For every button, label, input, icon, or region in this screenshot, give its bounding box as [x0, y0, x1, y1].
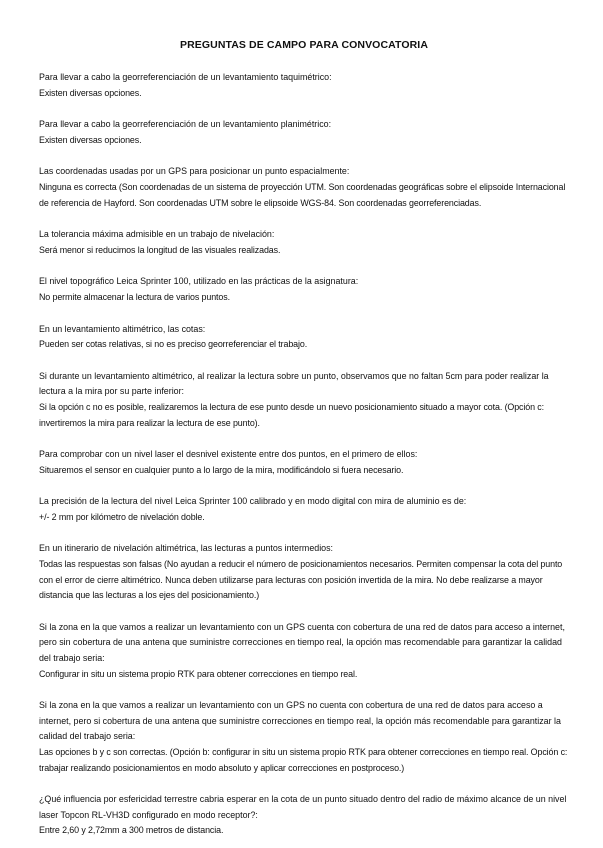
answer-text: No permite almacenar la lectura de varios puntos.: [39, 291, 230, 302]
question-text: Para llevar a cabo la georreferenciación de un levantamiento taquimétrico:: [39, 72, 332, 82]
question-block-2: [39, 117, 569, 148]
answer-text: Ninguna es correcta (Son coordenadas de un sistema de proyección UTM. Son coordenadas geográficas sobre el elipsoide Internacional de referencia de Hayford. Son coordenadas UTM sobre le elipsoide WGS-84. Son coordenadas georreferenciadas.: [39, 181, 566, 208]
question-text: Si la zona en la que vamos a realizar un levantamiento con un GPS no cuenta con cobertura de una red de datos para acceso a internet, pero si cobertura de una antena que suministre correcciones en tiempo real, la opción más recomendable para garantizar la calidad del trabajo seria:: [39, 700, 561, 742]
question-block-9: [39, 494, 569, 525]
question-text: Si la zona en la que vamos a realizar un levantamiento con un GPS cuenta con cobertura de una red de datos para acceso a internet, pero sin cobertura de una antena que suministre correcciones en tiempo real, la opción mas recomendable para garantizar la calidad del trabajo seria:: [39, 621, 565, 664]
answer-text: Todas las respuestas son falsas (No ayudan a reducir el número de posicionamientos necesarios. Permiten compensar la cota del punto con el error de cierre altimétrico. Nunca deben utilizarse para lecturas con posición invertida de la mira. No debe realizarse a mayor distancia que las lecturas a los ejes del posicionamiento.): [39, 559, 563, 601]
question-block-12: [39, 698, 569, 776]
answer-text: Existen diversas opciones.: [39, 134, 142, 145]
question-text: Si durante un levantamiento altimétrico, al realizar la lectura sobre un punto, observamos que no faltan 5cm para poder realizar la lectura a la mira por su parte inferior:: [39, 370, 549, 397]
answer-text: Pueden ser cotas relativas, si no es preciso georreferenciar el trabajo.: [39, 339, 308, 350]
question-text: La precisión de la lectura del nivel Leica Sprinter 100 calibrado y en modo digital con mira de aluminio es de:: [39, 496, 467, 507]
question-text: El nivel topográfico Leica Sprinter 100, utilizado en las prácticas de la asignatura:: [39, 276, 359, 287]
question-text: En un levantamiento altimétrico, las cotas:: [39, 323, 206, 334]
answer-text: Entre 2,60 y 2,72mm a 300 metros de distancia.: [39, 825, 224, 836]
question-block-10: [39, 541, 569, 603]
question-block-7: [39, 369, 569, 431]
question-block-8: [39, 447, 569, 478]
question-text: Para llevar a cabo la georreferenciación de un levantamiento planimétrico:: [39, 119, 332, 130]
question-block-3: [39, 164, 569, 211]
answer-text: Existen diversas opciones.: [39, 87, 142, 98]
question-block-11: [39, 620, 569, 682]
answer-text: Configurar in situ un sistema propio RTK para obtener correcciones en tiempo real.: [39, 668, 358, 679]
answer-text: +/- 2 mm por kilómetro de nivelación doble.: [39, 511, 205, 522]
document-title: PREGUNTAS DE CAMPO PARA CONVOCATORIA: [179, 39, 429, 51]
answer-text: Si la opción c no es posible, realizaremos la lectura de ese punto desde un nuevo posicionamiento situado a mayor cota. (Opción c: invertiremos la mira para realizar la lectura de ese punto).: [39, 401, 545, 428]
question-text: La tolerancia máxima admisible en un trabajo de nivelación:: [39, 229, 275, 240]
question-block-5: [39, 274, 569, 305]
answer-text: Situaremos el sensor en cualquier punto a lo largo de la mira, modificándolo si fuera necesario.: [39, 464, 404, 475]
question-text: Para comprobar con un nivel laser el desnivel existente entre dos puntos, en el primero de ellos:: [39, 449, 418, 460]
question-block-6: [39, 322, 569, 353]
question-text: ¿Qué influencia por esfericidad terrestre cabria esperar en la cota de un punto situado dentro del radio de máximo alcance de un nivel laser Topcon RL-VH3D configurado en modo receptor?:: [39, 794, 567, 820]
answer-text: Será menor si reducimos la longitud de las visuales realizadas.: [39, 244, 281, 255]
question-block-13: [39, 792, 569, 839]
answer-text: Las opciones b y c son correctas. (Opción b: configurar in situ un sistema propio RTK para obtener correcciones en tiempo real. Opción c: trabajar realizando posicionamientos en modo absoluto y aplicar correcciones en postproceso.): [39, 747, 568, 773]
question-block-1: [39, 70, 569, 101]
question-block-4: [39, 227, 569, 258]
question-text: Las coordenadas usadas por un GPS para posicionar un punto espacialmente:: [39, 166, 350, 177]
question-text: En un itinerario de nivelación altimétrica, las lecturas a puntos intermedios:: [39, 543, 334, 554]
